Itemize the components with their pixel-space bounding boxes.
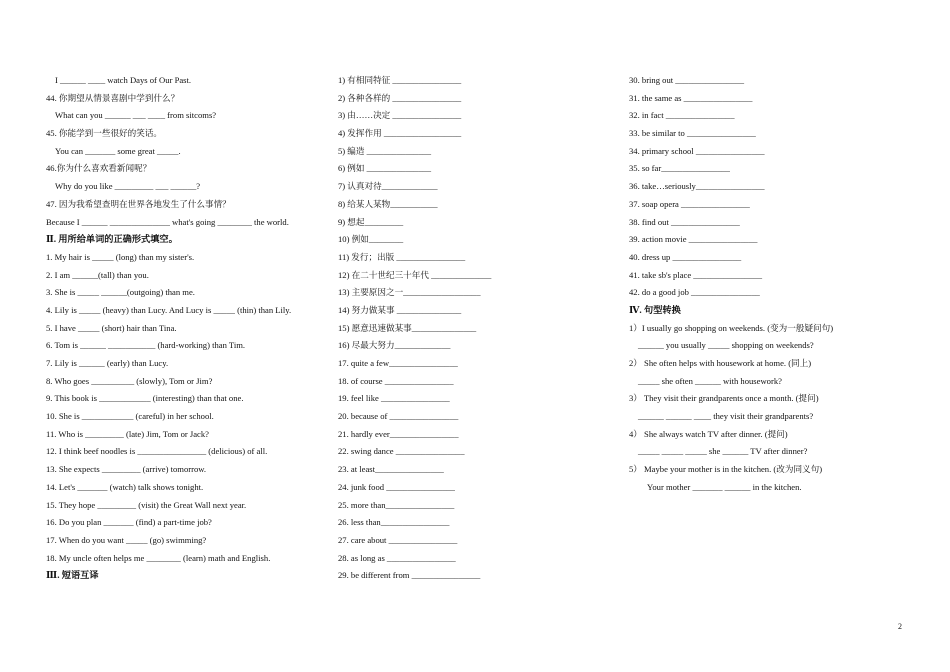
exercise-line: 37. soap opera ________________	[629, 198, 750, 209]
exercise-line: 1) 有相同特征 ________________	[338, 75, 462, 85]
exercise-line: 22. swing dance ________________	[338, 446, 465, 457]
column-middle	[338, 72, 618, 585]
exercise-line: 15) 愿意迅速做某事_______________	[338, 322, 477, 333]
exercise-line: 10. She is ____________ (careful) in her school.	[46, 411, 214, 422]
exercise-line: 7) 认真对待_____________	[338, 181, 438, 192]
exercise-line: 2) 各种各样的 ________________	[338, 92, 462, 103]
exercise-line: 11. Who is _________ (late) Jim, Tom or Jack?	[46, 428, 209, 439]
exercise-line: 36. take…seriously________________	[629, 181, 765, 192]
exercise-line: 2. I am ______(tall) than you.	[46, 269, 149, 280]
exercise-line: 4） She always watch TV after dinner. (提问)	[629, 428, 788, 439]
exercise-line: 6) 例如 _______________	[338, 163, 432, 174]
exercise-line: 17. quite a few________________	[338, 358, 458, 368]
exercise-line: 39. action movie ________________	[629, 234, 758, 245]
exercise-line: 4. Lily is _____ (heavy) than Lucy. And Lucy is _____ (thin) than Lily.	[46, 304, 292, 315]
exercise-line: 18. of course ________________	[338, 375, 454, 386]
column-left	[46, 72, 336, 585]
exercise-line: 13) 主要原因之一__________________	[338, 287, 481, 298]
exercise-line: 47. 因为我希望查明在世界各地发生了什么事情？	[46, 198, 231, 209]
exercise-line: 6. Tom is ______ ___________ (hard-working) than Tim.	[46, 340, 246, 351]
exercise-line: Your mother _______ ______ in the kitchen.	[647, 481, 802, 492]
exercise-line: 8) 给某人某物___________	[338, 198, 438, 209]
exercise-line: _____ _____ _____ she ______ TV after dinner?	[638, 446, 808, 457]
exercise-line: 41. take sb's place ________________	[629, 269, 763, 280]
exercise-line: 45. 你能学到一些很好的笑话。	[46, 128, 163, 139]
exercise-line: 19. feel like ________________	[338, 393, 450, 404]
exercise-line: 46.你为什么喜欢看新闻呢？	[46, 163, 152, 174]
exercise-line: 30. bring out ________________	[629, 75, 745, 85]
exercise-line: 9. This book is ____________ (interesting) than that one.	[46, 393, 244, 404]
exercise-line: 5) 编造 _______________	[338, 145, 432, 156]
exercise-line: 14) 努力做某事 _______________	[338, 304, 462, 315]
exercise-line: 23. at least________________	[338, 464, 444, 475]
exercise-line: 27. care about ________________	[338, 534, 458, 545]
exercise-line: ______ ______ ____ they visit their grandparents?	[638, 411, 814, 422]
exercise-line: 1. My hair is _____ (long) than my sister's.	[46, 251, 195, 262]
exercise-line: 35. so far________________	[629, 163, 730, 174]
exercise-line: 20. because of ________________	[338, 411, 459, 422]
exercise-line: 3) 由……决定 ________________	[338, 110, 462, 121]
exercise-line: 12. I think beef noodles is ________________ (delicious) of all.	[46, 446, 268, 457]
exercise-line: ______ you usually _____ shopping on weekends?	[638, 340, 814, 351]
exercise-line: 31. the same as ________________	[629, 92, 753, 103]
exercise-line: 3） They visit their grandparents once a month. (提问)	[629, 393, 819, 404]
exercise-line: 34. primary school ________________	[629, 145, 765, 156]
exercise-line: 38. find out ________________	[629, 216, 740, 227]
exercise-line: 2） She often helps with housework at home. (同上)	[629, 358, 812, 368]
exercise-line: 24. junk food ________________	[338, 481, 455, 492]
exercise-line: 5. I have _____ (short) hair than Tina.	[46, 322, 177, 333]
exercise-line: 16. Do you plan _______ (find) a part-time job?	[46, 517, 212, 528]
exercise-line: 32. in fact ________________	[629, 110, 735, 121]
exercise-line: 33. be similar to ________________	[629, 128, 756, 139]
column-right	[629, 72, 939, 497]
exercise-line: 28. as long as ________________	[338, 552, 456, 563]
exercise-line: 10) 例如________	[338, 234, 404, 245]
exercise-line: 17. When do you want _____ (go) swimming?	[46, 534, 207, 545]
exercise-line: 12) 在二十世纪三十年代 ______________	[338, 269, 492, 280]
exercise-line: 8. Who goes __________ (slowly), Tom or Jim?	[46, 375, 213, 386]
exercise-line: 15. They hope _________ (visit) the Great Wall next year.	[46, 499, 247, 510]
exercise-line: 21. hardly ever________________	[338, 428, 459, 439]
page-number: 2	[898, 622, 902, 631]
exercise-line: 40. dress up ________________	[629, 251, 742, 262]
exercise-line: 7. Lily is ______ (early) than Lucy.	[46, 358, 169, 368]
exercise-line: Because I ______ ______________ what's going ________ the world.	[46, 216, 289, 227]
exercise-line: Why do you like _________ ___ ______?	[55, 181, 201, 192]
exercise-line: 1）I usually go shopping on weekends. (变为一般疑问句)	[629, 322, 834, 333]
exercise-line: What can you ______ ___ ____ from sitcoms?	[55, 110, 217, 121]
exercise-line: 18. My uncle often helps me ________ (learn) math and English.	[46, 552, 271, 563]
exercise-line: 9) 想起_________	[338, 216, 404, 227]
section-heading: Ⅱ. 用所给单词的正确形式填空。	[46, 234, 178, 245]
exercise-line: 3. She is _____ ______(outgoing) than me.	[46, 287, 195, 298]
section-heading: Ⅳ. 句型转换	[629, 304, 681, 315]
exercise-line: 4) 发挥作用 __________________	[338, 128, 462, 139]
exercise-line: 42. do a good job ________________	[629, 287, 760, 298]
exercise-line: 11) 发行；出版 ________________	[338, 251, 466, 262]
exercise-line: 29. be different from ________________	[338, 570, 481, 581]
exercise-line: _____ she often ______ with housework?	[638, 375, 782, 386]
exercise-line: 14. Let's _______ (watch) talk shows tonight.	[46, 481, 204, 492]
exercise-line: 16) 尽最大努力_____________	[338, 340, 451, 351]
exercise-line: 13. She expects _________ (arrive) tomorrow.	[46, 464, 207, 475]
exercise-line: 44. 你期望从情景喜剧中学到什么？	[46, 92, 180, 103]
exercise-line: 5） Maybe your mother is in the kitchen. (改为同义句)	[629, 464, 823, 475]
exercise-line: 26. less than________________	[338, 517, 450, 528]
exercise-line: You can _______ some great _____.	[55, 145, 181, 156]
exercise-line: I ______ ____ watch Days of Our Past.	[55, 75, 192, 85]
section-heading: Ⅲ. 短语互译	[46, 570, 99, 581]
exercise-line: 25. more than________________	[338, 499, 455, 510]
